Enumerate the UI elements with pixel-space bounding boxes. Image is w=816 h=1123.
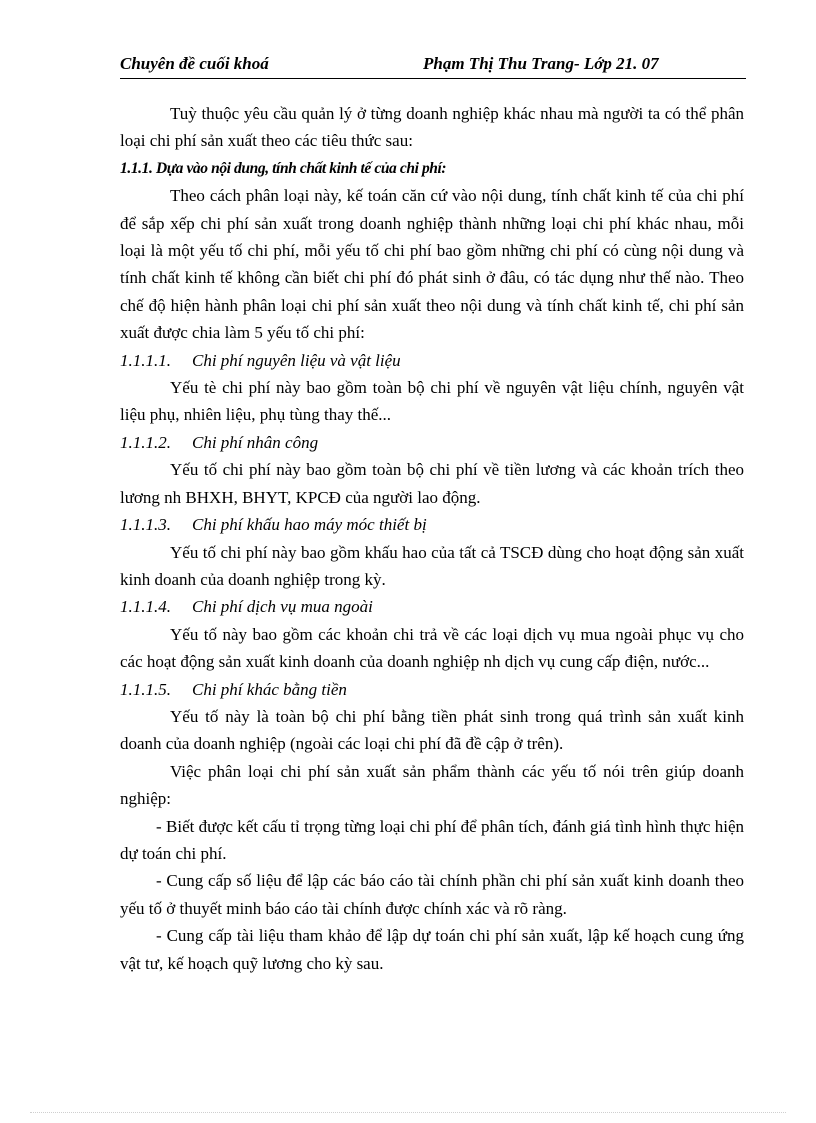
item-heading: [120, 347, 744, 374]
item-heading: [120, 429, 744, 456]
bullet-item: - Cung cấp tài liệu tham khảo để lập dự toán chi phí sản xuất, lập kế hoạch cung ứng vật tư, kế hoạch quỹ lương cho kỳ sau.: [120, 926, 744, 973]
intro-paragraph: Tuỳ thuộc yêu cầu quản lý ở từng doanh nghiệp khác nhau mà người ta có thể phân loại chi phí sản xuất theo các tiêu thức sau:: [120, 104, 744, 151]
item-title: Chi phí khấu hao máy móc thiết bị: [192, 515, 427, 535]
page-header: [120, 54, 746, 79]
item-heading: [120, 676, 744, 703]
item-number: 1.1.1.1.: [120, 350, 171, 370]
item-number: 1.1.1.2.: [120, 432, 171, 452]
footer-divider: [30, 1112, 786, 1113]
item-title: Chi phí khác bằng tiền: [192, 679, 347, 699]
conclusion-paragraph: Việc phân loại chi phí sản xuất sản phẩm thành các yếu tố nói trên giúp doanh nghiệp:: [120, 761, 744, 809]
item-paragraph: Yếu tố này bao gồm các khoản chi trả về các loại dịch vụ mua ngoài phục vụ cho các hoạt động sản xuất kinh doanh của doanh nghiệp nh dịch vụ cung cấp điện, nước...: [120, 624, 744, 672]
bullet-item: - Cung cấp số liệu để lập các báo cáo tài chính phần chi phí sản xuất kinh doanh theo yếu tố ở thuyết minh báo cáo tài chính được chính xác và rõ ràng.: [120, 871, 744, 918]
item-heading: [120, 593, 744, 620]
item-paragraph: Yếu tố này là toàn bộ chi phí bằng tiền phát sinh trong quá trình sản xuất kinh doanh của doanh nghiệp (ngoài các loại chi phí đã đề cập ở trên).: [120, 706, 744, 754]
section-heading: 1.1.1. Dựa vào nội dung, tính chất kinh tế của chi phí:: [120, 159, 447, 177]
item-title: Chi phí nguyên liệu và vật liệu: [192, 350, 401, 370]
item-number: 1.1.1.4.: [120, 597, 171, 617]
item-heading: [120, 511, 744, 538]
header-author: Phạm Thị Thu Trang- Lớp 21. 07: [423, 54, 659, 73]
header-course-title: Chuyên đề cuối khoá: [120, 54, 269, 73]
document-body: [120, 100, 744, 977]
bullet-item: - Biết được kết cấu tỉ trọng từng loại chi phí để phân tích, đánh giá tình hình thực hiện dự toán chi phí.: [120, 816, 744, 863]
item-number: 1.1.1.5.: [120, 679, 171, 699]
item-paragraph: Yếu tè chi phí này bao gồm toàn bộ chi phí về nguyên vật liệu chính, nguyên vật liệu phụ, nhiên liệu, phụ tùng thay thế...: [120, 378, 744, 425]
section-paragraph: Theo cách phân loại này, kế toán căn cứ vào nội dung, tính chất kinh tế của chi phí để sắp xếp chi phí sản xuất trong doanh nghiệp thành những loại chi phí khác nhau, mỗi loại là một yếu tố chi phí, mỗi yếu tố chi phí bao gồm những chi phí có cùng nội dung và tính chất kinh tế không cần biết chi phí đó phát sinh ở đâu, có tác dụng như thế nào. Theo chế độ hiện hành phân loại chi phí sản xuất theo nội dung và tính chất kinh tế, chi phí sản xuất được chia làm 5 yếu tố chi phí:: [120, 186, 744, 343]
item-paragraph: Yếu tố chi phí này bao gồm toàn bộ chi phí về tiền lương và các khoản trích theo lương nh BHXH, BHYT, KPCĐ của người lao động.: [120, 460, 744, 507]
item-title: Chi phí dịch vụ mua ngoài: [192, 597, 373, 617]
item-number: 1.1.1.3.: [120, 515, 171, 535]
item-title: Chi phí nhân công: [192, 432, 319, 452]
item-paragraph: Yếu tố chi phí này bao gồm khấu hao của tất cả TSCĐ dùng cho hoạt động sản xuất kinh doanh của doanh nghiệp trong kỳ.: [120, 542, 744, 589]
